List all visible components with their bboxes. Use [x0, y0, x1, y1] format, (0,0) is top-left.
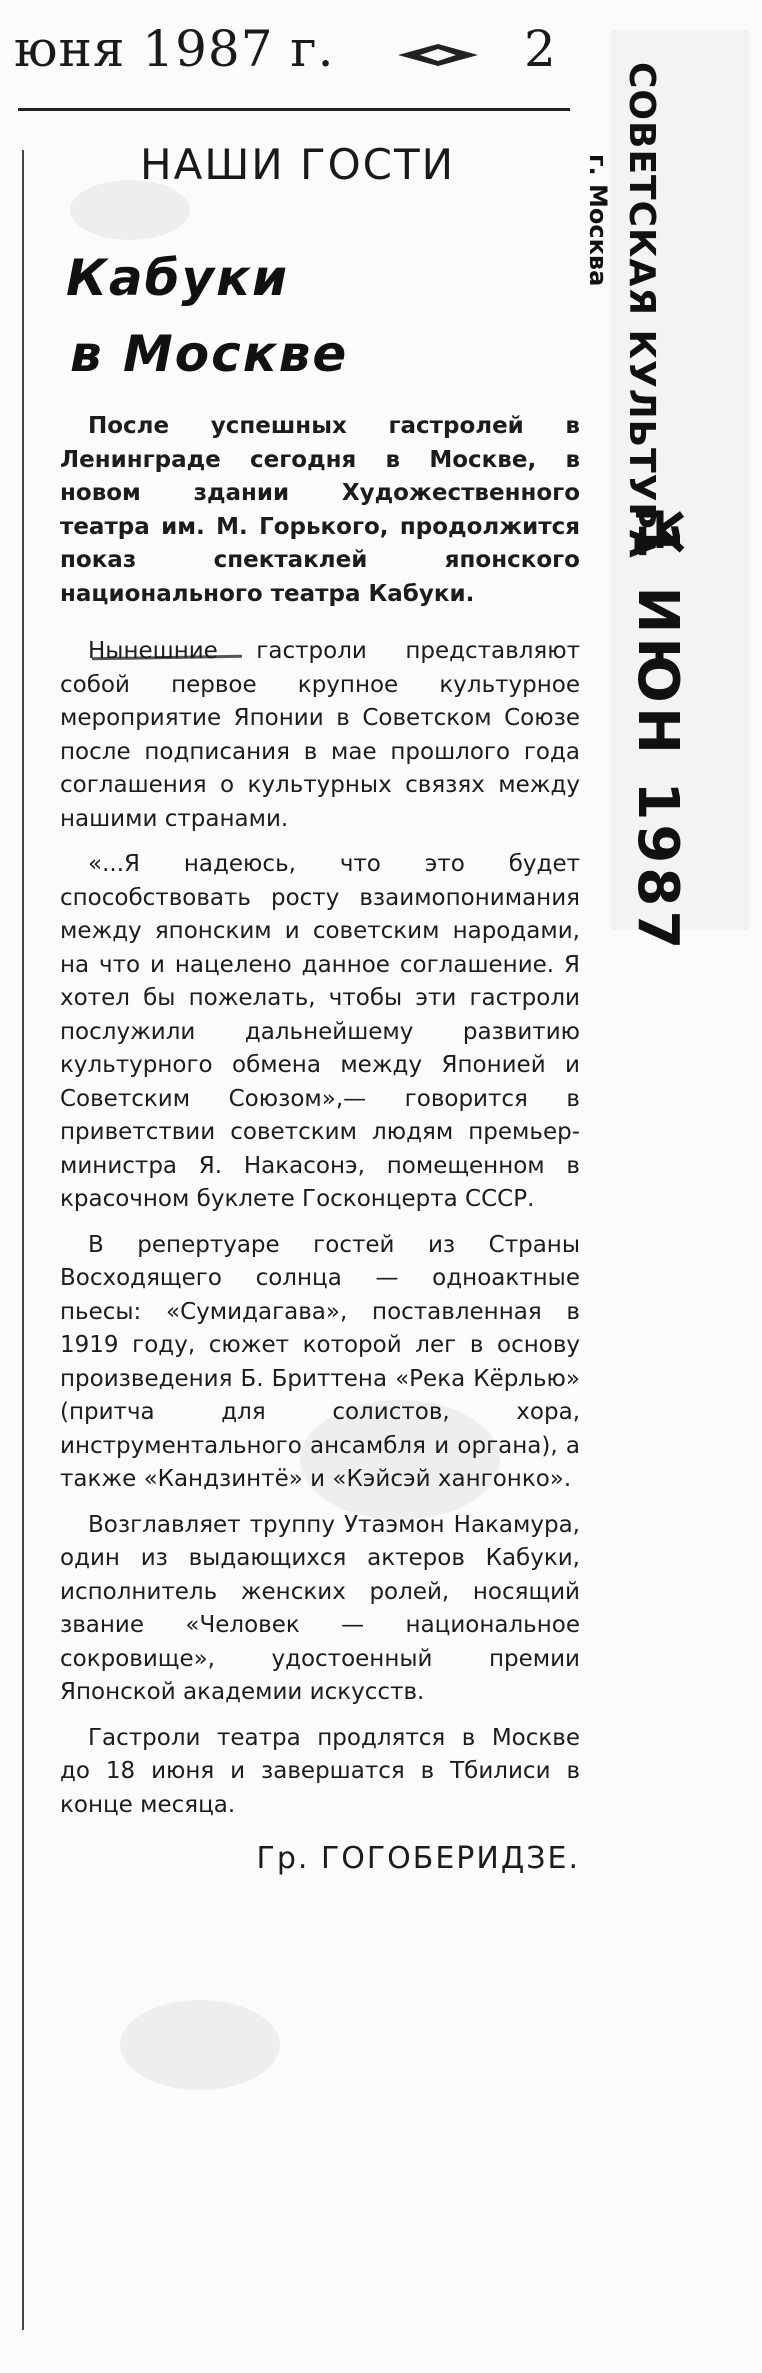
issue-date: юня 1987 г.: [14, 20, 335, 78]
article-paragraph: Возглавляет труппу Утаэмон Накамура, один из выдающихся актеров Кабуки, исполнитель женских ролей, носящий звание «Человек — национальное сокровище», удостоенный премии Японской академии искусств.: [60, 1511, 580, 1705]
article-body: [60, 410, 580, 1888]
title-line-1: Кабуки: [66, 249, 290, 307]
author-byline: Гр. ГОГОБЕРИДЗЕ.: [256, 1841, 580, 1876]
article-paragraph: Нынешние гастроли представляют собой первое крупное культурное мероприятие Японии в Советском Союзе после подписания в мае прошлого года соглашения о культурных связях между нашими странами.: [60, 638, 580, 832]
paper-stain: [120, 2000, 280, 2090]
title-line-2: в Москве: [70, 325, 349, 383]
page-number: 2: [524, 20, 556, 78]
section-rubric: НАШИ ГОСТИ: [140, 140, 456, 189]
header-rule: [18, 108, 570, 111]
ornament-diamond-icon: [398, 44, 478, 66]
article-lead: После успешных гастролей в Ленинграде сегодня в Москве, в новом здании Художественного театра им. М. Горького, продолжится показ спектаклей японского национального театра Кабуки.: [60, 413, 580, 607]
paper-stain: [70, 180, 190, 240]
column-rule: [22, 150, 24, 2330]
article-title: [66, 240, 348, 392]
newspaper-masthead: СОВЕТСКАЯ КУЛЬТУРА: [621, 62, 662, 559]
article-paragraph: Гастроли театра продлятся в Москве до 18 июня и завершатся в Тбилиси в конце месяца.: [60, 1724, 580, 1818]
article-paragraph: В репертуаре гостей из Страны Восходящего солнца — одноактные пьесы: «Сумидагава», поставленная в 1919 году, сюжет которой лег в основу произведения Б. Бриттена «Река Кёрлью» (притча для солистов, хора, инструментального ансамбля и органа), а также «Кандзинтё» и «Кэйсэй хангонко».: [60, 1231, 580, 1492]
archive-date-stamp: 1 ИЮН 1987: [625, 520, 690, 954]
article-paragraph: «...Я надеюсь, что это будет способствовать росту взаимопонимания между японским и советским народами, на что и нацелено данное соглашение. Я хотел бы пожелать, чтобы эти гастроли послужили дальнейшему развитию культурного обмена между Японией и Советским Союзом»,— говорится в приветствии советским людям премьер-министра Я. Накасонэ, помещенном в красочном буклете Госконцерта СССР.: [60, 851, 580, 1212]
newspaper-city: г. Москва: [584, 154, 612, 287]
page-header: [0, 8, 600, 88]
